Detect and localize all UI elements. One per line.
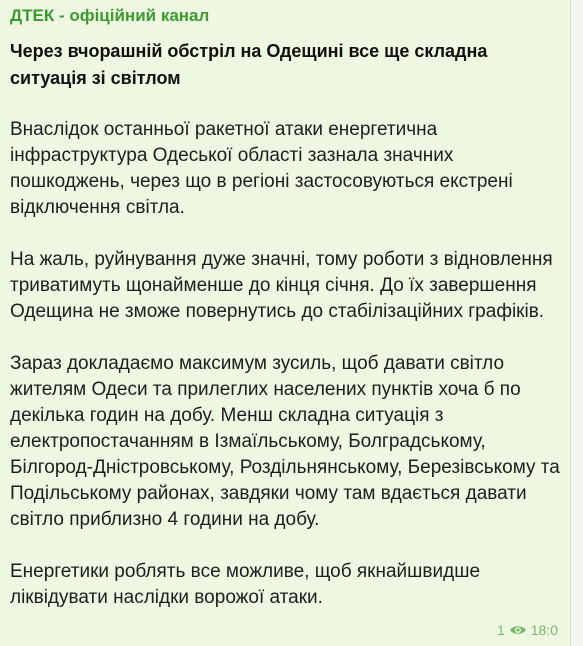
message-meta [497,622,558,638]
message-paragraph-1: Внаслідок останньої ракетної атаки енергетична інфраструктура Одеської області зазнала значних пошкоджень, через що в регіоні застосовуються екстрені відключення світла. [10,119,513,218]
channel-name[interactable]: ДТЕК - офіційний канал [10,6,210,25]
message-paragraph-4: Енергетики роблять все можливе, щоб якнайшвидше ліквідувати наслідки ворожої атаки. [10,561,481,608]
chat-background-strip [571,0,583,646]
message-time: 18:0 [530,622,558,638]
message-paragraph-2: На жаль, руйнування дуже значні, тому роботи з відновлення триватимуть щонайменше до кінця січня. До їх завершення Одещина не зможе повернутись до стабілізаційних графіків. [10,249,553,322]
message-headline: Через вчорашній обстріл на Одещині все ще складна ситуація зі світлом [10,41,488,88]
eye-icon [509,624,527,636]
view-count: 1 [496,622,505,638]
message-paragraph-3: Зараз докладаємо максимум зусиль, щоб давати світло жителям Одеси та прилеглих населених пунктів хоча б по декілька годин на добу. Менш складна ситуація з електропостачанням в Ізмаїльському, Болградському, Білгород-Дністровському, Роздільнянському, Березівському та Подільському районах, завдяки чому там вдається давати світло приблизно 4 години на добу. [10,353,560,530]
